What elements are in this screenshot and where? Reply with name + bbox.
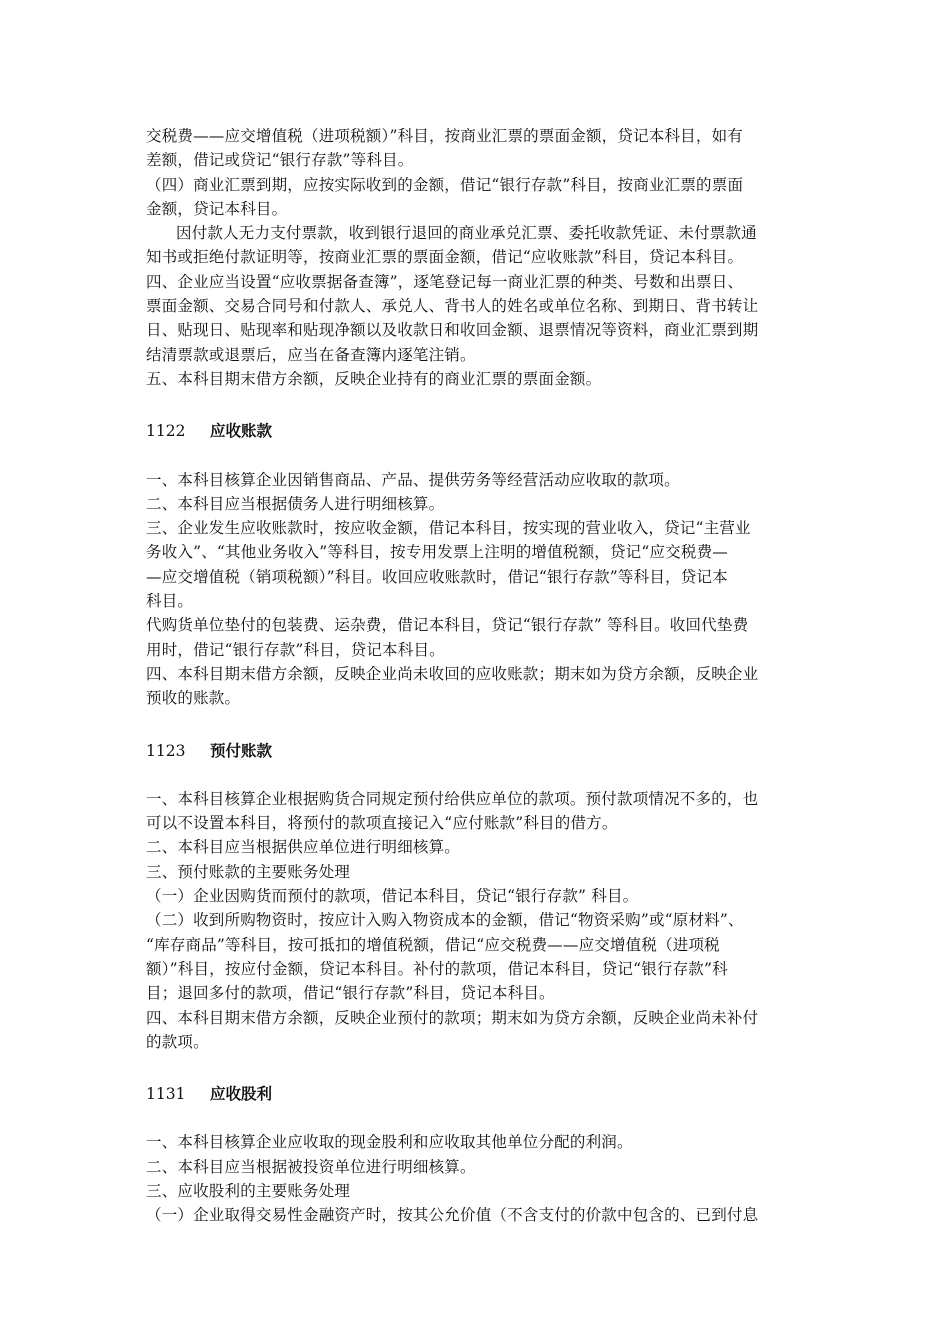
text-line: 交税费——应交增值税（进项税额）”科目，按商业汇票的票面金额，贷记本科目，如有 xyxy=(146,127,743,145)
account-code: 1123 xyxy=(146,741,186,760)
section-heading xyxy=(146,419,826,443)
section-1122 xyxy=(146,419,826,710)
text-line: 一、本科目核算企业根据购货合同规定预付给供应单位的款项。预付款项情况不多的，也 xyxy=(146,789,759,808)
text-line: 二、本科目应当根据被投资单位进行明细核算。 xyxy=(146,1157,476,1176)
section-1123 xyxy=(146,739,826,1055)
intro-block xyxy=(146,124,826,391)
text-line: 五、本科目期末借方余额，反映企业持有的商业汇票的票面金额。 xyxy=(146,369,602,388)
section-heading xyxy=(146,1082,826,1106)
text-line: “库存商品”等科目，按可抵扣的增值税额，借记“应交税费——应交增值税（进项税 xyxy=(146,935,720,954)
text-line: （二）收到所购物资时，按应计入购入物资成本的金额，借记“物资采购”或“原材料”、 xyxy=(146,911,744,930)
text-line: 用时，借记“银行存款”科目，贷记本科目。 xyxy=(146,640,445,659)
section-1131 xyxy=(146,1082,826,1227)
text-line: 可以不设置本科目，将预付的款项直接记入“应付账款”科目的借方。 xyxy=(146,814,618,833)
text-line: 科目。 xyxy=(146,592,194,611)
text-line: 二、本科目应当根据供应单位进行明细核算。 xyxy=(146,838,461,857)
text-line: 三、应收股利的主要账务处理 xyxy=(146,1181,351,1200)
text-line: 三、预付账款的主要账务处理 xyxy=(146,862,351,881)
text-line: 四、企业应当设置“应收票据备查簿”，逐笔登记每一商业汇票的种类、号数和出票日、 xyxy=(146,272,744,291)
text-line: 知书或拒绝付款证明等，按商业汇票的票面金额，借记“应收账款”科目，贷记本科目。 xyxy=(146,248,744,267)
account-title: 应收账款 xyxy=(210,421,273,441)
text-line: 四、本科目期末借方余额，反映企业尚未收回的应收账款；期末如为贷方余额，反映企业 xyxy=(146,664,759,683)
text-line: 金额，贷记本科目。 xyxy=(146,199,288,218)
text-line: —应交增值税（销项税额）”科目。收回应收账款时，借记“银行存款”等科目，贷记本 xyxy=(146,567,728,586)
text-line: 代购货单位垫付的包装费、运杂费，借记本科目，贷记“银行存款” 等科目。收回代垫费 xyxy=(146,616,749,635)
text-line: 四、本科目期末借方余额，反映企业预付的款项；期末如为贷方余额，反映企业尚未补付 xyxy=(146,1008,759,1027)
account-title: 应收股利 xyxy=(210,1084,273,1104)
text-line: 务收入”、“其他业务收入”等科目，按专用发票上注明的增值税额，贷记“应交税费— xyxy=(146,543,728,562)
text-line: 一、本科目核算企业因销售商品、产品、提供劳务等经营活动应收取的款项。 xyxy=(146,470,680,489)
account-code: 1122 xyxy=(146,422,186,441)
text-line: 三、企业发生应收账款时，按应收金额，借记本科目，按实现的营业收入，贷记“主营业 xyxy=(146,519,751,538)
account-code: 1131 xyxy=(146,1085,186,1104)
text-line: 结清票款或退票后，应当在备查簿内逐笔注销。 xyxy=(146,345,476,364)
text-line: 二、本科目应当根据债务人进行明细核算。 xyxy=(146,494,445,513)
text-line: （一）企业取得交易性金融资产时，按其公允价值（不含支付的价款中包含的、已到付息 xyxy=(146,1206,759,1225)
text-line: 日、贴现日、贴现率和贴现净额以及收款日和收回金额、退票情况等资料，商业汇票到期 xyxy=(146,321,759,340)
text-line: 预收的账款。 xyxy=(146,689,241,708)
text-line: 因付款人无力支付票款，收到银行退回的商业承兑汇票、委托收款凭证、未付票款通 xyxy=(176,224,757,243)
text-line: 目；退回多付的款项，借记“银行存款”科目，贷记本科目。 xyxy=(146,984,555,1003)
document-page xyxy=(146,124,826,1228)
text-line: 额）”科目，按应付金额，贷记本科目。补付的款项，借记本科目，贷记“银行存款”科 xyxy=(146,959,728,978)
text-line: 差额，借记或贷记“银行存款”等科目。 xyxy=(146,151,414,170)
account-title: 预付账款 xyxy=(210,740,273,760)
text-line: 一、本科目核算企业应收取的现金股利和应收取其他单位分配的利润。 xyxy=(146,1133,633,1152)
section-heading xyxy=(146,739,826,763)
text-line: （一）企业因购货而预付的款项，借记本科目，贷记“银行存款” 科目。 xyxy=(146,887,639,906)
text-line: 的款项。 xyxy=(146,1032,209,1051)
text-line: （四）商业汇票到期，应按实际收到的金额，借记“银行存款”科目，按商业汇票的票面 xyxy=(146,175,744,194)
text-line: 票面金额、交易合同号和付款人、承兑人、背书人的姓名或单位名称、到期日、背书转让 xyxy=(146,297,759,316)
